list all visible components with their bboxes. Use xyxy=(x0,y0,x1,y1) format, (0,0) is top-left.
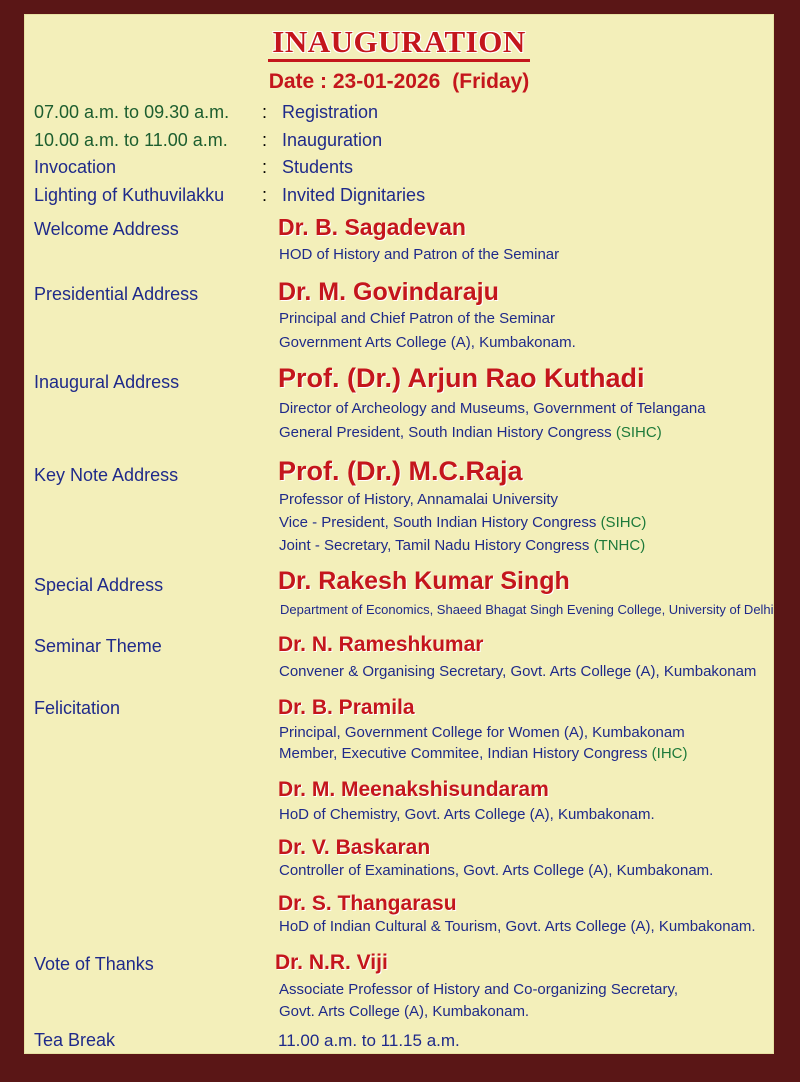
keynote-desc-1: Professor of History, Annamalai University xyxy=(279,491,558,508)
felicitation-1-desc-1: Principal, Government College for Women (A), Kumbakonam xyxy=(279,724,685,741)
special-name: Dr. Rakesh Kumar Singh xyxy=(278,567,570,595)
thanks-label: Vote of Thanks xyxy=(34,954,154,974)
schedule-value-4: Invited Dignitaries xyxy=(282,185,426,205)
felicitation-1-desc-2-text: Member, Executive Commitee, Indian History Congress xyxy=(279,745,648,762)
schedule-value-2: Inauguration xyxy=(282,130,383,150)
tea-label: Tea Break xyxy=(34,1030,116,1050)
theme-desc: Convener & Organising Secretary, Govt. Arts College (A), Kumbakonam xyxy=(279,663,757,680)
date-label: Date : 23-01-2026 xyxy=(268,70,441,93)
colon: : xyxy=(262,130,268,150)
welcome-label: Welcome Address xyxy=(34,219,179,239)
welcome-desc: HOD of History and Patron of the Seminar xyxy=(279,246,560,263)
presidential-label: Presidential Address xyxy=(34,284,199,304)
special-label: Special Address xyxy=(34,575,164,595)
tea-time: 11.00 a.m. to 11.15 a.m. xyxy=(278,1031,460,1050)
page-title xyxy=(24,24,774,60)
keynote-name: Prof. (Dr.) M.C.Raja xyxy=(278,456,523,486)
keynote-desc-2-text: Vice - President, South Indian History Congress xyxy=(279,514,597,531)
inaugural-desc-2-text: General President, South Indian History Congress xyxy=(279,424,612,441)
colon: : xyxy=(262,157,268,177)
sihc-abbr: (SIHC) xyxy=(600,514,647,531)
schedule-label-4: Lighting of Kuthuvilakku xyxy=(34,185,225,205)
special-desc: Department of Economics, Shaeed Bhagat Singh Evening College, University of Delhi xyxy=(280,602,774,617)
theme-label: Seminar Theme xyxy=(34,636,162,656)
schedule-value-3: Students xyxy=(282,157,354,177)
theme-name: Dr. N. Rameshkumar xyxy=(278,633,484,656)
sihc-abbr: (SIHC) xyxy=(615,424,662,441)
colon: : xyxy=(262,185,268,205)
inaugural-name: Prof. (Dr.) Arjun Rao Kuthadi xyxy=(278,363,645,393)
felicitation-2-desc: HoD of Chemistry, Govt. Arts College (A), Kumbakonam. xyxy=(279,806,655,823)
title-text: INAUGURATION xyxy=(268,24,529,62)
keynote-label: Key Note Address xyxy=(34,465,179,485)
schedule-time-1: 07.00 a.m. to 09.30 a.m. xyxy=(34,102,230,122)
felicitation-name-2: Dr. M. Meenakshisundaram xyxy=(278,778,549,801)
felicitation-label: Felicitation xyxy=(34,698,121,718)
ihc-abbr: (IHC) xyxy=(651,745,688,762)
thanks-name: Dr. N.R. Viji xyxy=(275,951,388,974)
keynote-desc-3 xyxy=(279,537,645,554)
schedule-label-3: Invocation xyxy=(34,157,117,177)
keynote-desc-3-text: Joint - Secretary, Tamil Nadu History Congress xyxy=(279,537,590,554)
inaugural-label: Inaugural Address xyxy=(34,372,180,392)
felicitation-name-4: Dr. S. Thangarasu xyxy=(278,892,457,915)
schedule-time-2: 10.00 a.m. to 11.00 a.m. xyxy=(34,130,228,150)
presidential-name: Dr. M. Govindaraju xyxy=(278,278,499,306)
keynote-desc-2 xyxy=(279,514,646,531)
thanks-desc-1: Associate Professor of History and Co-organizing Secretary, xyxy=(279,981,679,998)
tnhc-abbr: (TNHC) xyxy=(593,537,646,554)
felicitation-name-3: Dr. V. Baskaran xyxy=(278,836,431,859)
date-line xyxy=(24,70,774,94)
presidential-desc-2: Government Arts College (A), Kumbakonam. xyxy=(279,334,576,351)
inaugural-desc-2 xyxy=(279,424,662,441)
thanks-desc-2: Govt. Arts College (A), Kumbakonam. xyxy=(279,1003,530,1020)
felicitation-name-1: Dr. B. Pramila xyxy=(278,696,415,719)
date-day: (Friday) xyxy=(452,70,530,93)
schedule-value-1: Registration xyxy=(282,102,379,122)
program-panel xyxy=(24,14,774,1054)
colon: : xyxy=(262,102,268,122)
felicitation-3-desc: Controller of Examinations, Govt. Arts College (A), Kumbakonam. xyxy=(279,862,714,879)
inaugural-desc-1: Director of Archeology and Museums, Government of Telangana xyxy=(279,400,706,417)
felicitation-4-desc: HoD of Indian Cultural & Tourism, Govt. Arts College (A), Kumbakonam. xyxy=(279,918,756,935)
welcome-name: Dr. B. Sagadevan xyxy=(278,214,466,240)
felicitation-1-desc-2 xyxy=(279,745,687,762)
presidential-desc-1: Principal and Chief Patron of the Seminar xyxy=(279,310,555,327)
